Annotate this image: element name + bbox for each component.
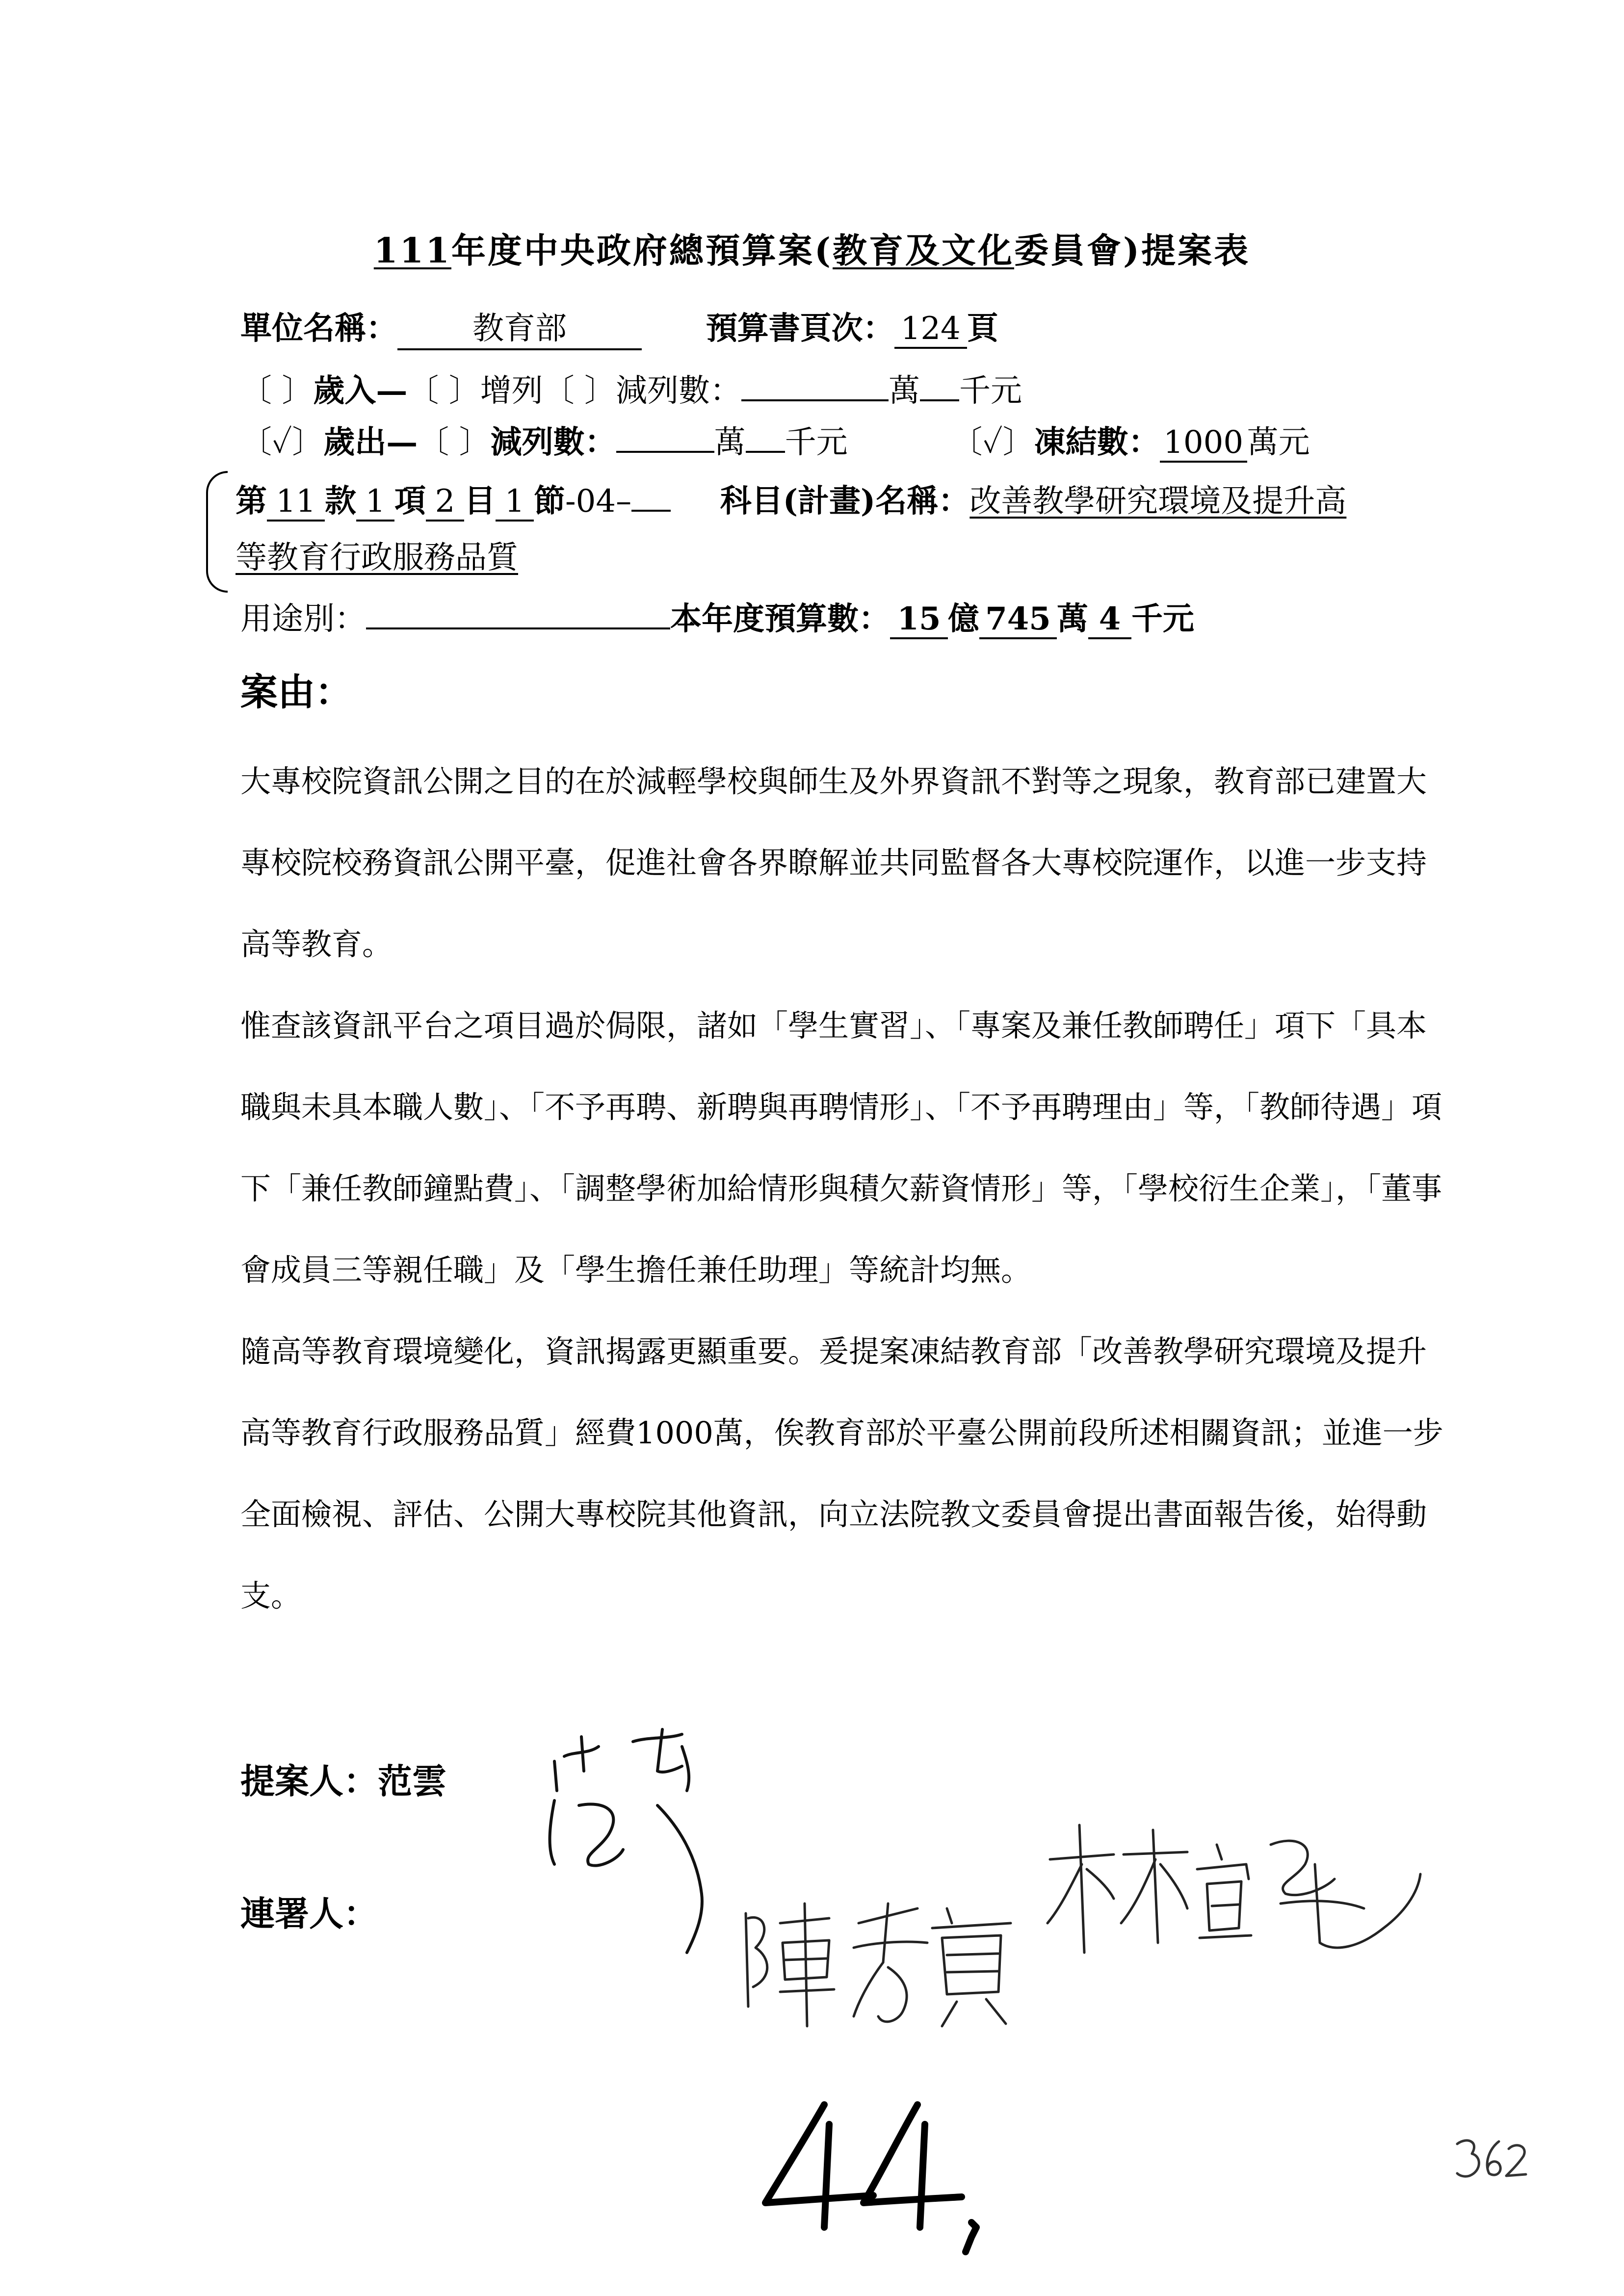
bracket-close: 〕 <box>1002 424 1034 461</box>
subject-di: 第 <box>236 483 267 520</box>
bracket-open: 〔 <box>240 424 272 461</box>
handwritten-signature-1 <box>535 1727 741 1974</box>
subject-name-line1: 改善教學研究環境及提升高 <box>969 483 1347 520</box>
bracket-open: 〔 <box>407 373 439 409</box>
revenue-qian-blank <box>920 374 959 401</box>
usage-line <box>240 594 1194 639</box>
handwritten-signature-2 <box>736 1894 1040 2043</box>
bracket-close: 〕 <box>282 373 314 409</box>
yi-label: 億 <box>948 600 979 637</box>
case-paragraph-1: 大專校院資訊公開之目的在於減輕學校與師生及外界資訊不對等之現象，教育部已建置大專校院校務資訊公開平臺，促進社會各界瞭解並共同監督各大專校院運作，以進一步支持高等教育。 <box>240 763 1427 962</box>
revenue-label: 歲入— <box>313 372 408 409</box>
expense-decrease-blank <box>616 425 714 453</box>
case-paragraph-3: 隨高等教育環境變化，資訊揭露更顯重要。爰提案凍結教育部「改善教學研究環境及提升高等教育行政服務品質」經費1000萬，俟教育部於平臺公開前段所述相關資訊；並進一步全面檢視、評估、公開大專校院其他資訊，向立法院教文委員會提出書面報告後，始得動支。 <box>240 1333 1443 1614</box>
xiang-label: 項 <box>394 483 426 520</box>
freeze-value: 1000 <box>1160 424 1247 463</box>
yi-value: 15 <box>890 600 948 639</box>
wan-value: 745 <box>979 600 1057 639</box>
check-icon: ✓ <box>982 424 1003 461</box>
subject-line <box>236 476 1346 522</box>
revenue-wan: 萬 <box>889 373 920 409</box>
page-label: 預算書頁次： <box>706 310 894 347</box>
bracket-close: 〕 <box>292 424 324 461</box>
case-body <box>240 741 1447 1637</box>
bracket-open: 〔 <box>240 373 272 409</box>
case-paragraph-2: 惟查該資訊平台之項目過於侷限，諸如「學生實習」、「專案及兼任教師聘任」項下「具本職與未具本職人數」、「不予再聘、新聘與再聘情形」、「不予再聘理由」等，「教師待遇」項下「兼任教師鐘點費」、「調整學術加給情形與積欠薪資情形」等，「學校衍生企業」，「董事會成員三等親任職」及「學生擔任兼任助理」等統計均無。 <box>240 1008 1442 1288</box>
handwritten-number <box>756 2095 991 2264</box>
revenue-qianyuan: 千元 <box>959 373 1022 409</box>
revenue-increase: 增列 <box>480 373 543 409</box>
bracket-close: 〕 <box>459 424 491 461</box>
case-heading: 案由： <box>240 670 352 714</box>
handwritten-page-mark <box>1452 2134 1531 2185</box>
freeze-unit: 萬元 <box>1247 424 1310 461</box>
expense-wan: 萬 <box>714 424 746 461</box>
bracket-open: 〔 <box>418 424 449 461</box>
qian-value: 4 <box>1088 600 1131 639</box>
expense-qian-blank <box>746 425 785 453</box>
subject-suffix: -04– <box>565 483 632 520</box>
kuan-label: 款 <box>325 483 356 520</box>
title-committee: 教育及文化 <box>833 230 1015 271</box>
usage-blank <box>366 602 670 629</box>
freeze-label: 凍結數： <box>1034 424 1160 461</box>
jie-label: 節 <box>534 483 565 520</box>
title-pre: 年度中央政府總預算案( <box>451 230 833 271</box>
proposer-label: 提案人： <box>240 1761 378 1801</box>
qian-label: 千元 <box>1131 600 1194 637</box>
xiang-value: 1 <box>356 483 394 522</box>
mu-label: 目 <box>464 483 496 520</box>
revenue-decrease-blank <box>741 374 889 401</box>
usage-label: 用途別： <box>240 601 366 637</box>
subject-name-label: 科目(計畫)名稱： <box>720 483 970 520</box>
expense-label: 歲出— <box>323 424 418 461</box>
bracket-open: 〔 <box>543 373 575 409</box>
proposer-name: 范雲 <box>378 1761 446 1801</box>
unit-line <box>240 303 998 350</box>
revenue-line <box>240 365 1022 411</box>
check-icon: ✓ <box>272 424 292 461</box>
unit-value: 教育部 <box>397 303 642 350</box>
wan-label: 萬 <box>1057 600 1088 637</box>
subject-name-line2: 等教育行政服務品質 <box>236 540 518 576</box>
page-unit: 頁 <box>967 310 998 347</box>
expense-line <box>240 417 1310 463</box>
bracket-close: 〕 <box>584 373 616 409</box>
subject-blank <box>631 484 671 512</box>
revenue-decrease: 減列數： <box>616 373 742 409</box>
proposer-line <box>240 1754 446 1803</box>
kuan-value: 11 <box>267 483 325 522</box>
mu-value: 2 <box>426 483 464 522</box>
title-post: 委員會)提案表 <box>1014 230 1251 271</box>
bracket-close: 〕 <box>448 373 480 409</box>
subject-bracket <box>206 471 228 593</box>
expense-decrease: 減列數： <box>490 424 616 461</box>
unit-label: 單位名稱： <box>240 310 397 347</box>
page-title <box>0 223 1624 273</box>
page-value: 124 <box>894 311 967 349</box>
title-year: 111 <box>373 230 451 271</box>
cosigner-label: 連署人： <box>240 1893 378 1934</box>
budget-label: 本年度預算數： <box>670 600 890 637</box>
expense-qianyuan: 千元 <box>785 424 848 461</box>
handwritten-signature-3 <box>1040 1815 1423 1974</box>
bracket-open: 〔 <box>951 424 983 461</box>
jie-value: 1 <box>496 483 534 522</box>
subject-line-2 <box>236 532 518 577</box>
